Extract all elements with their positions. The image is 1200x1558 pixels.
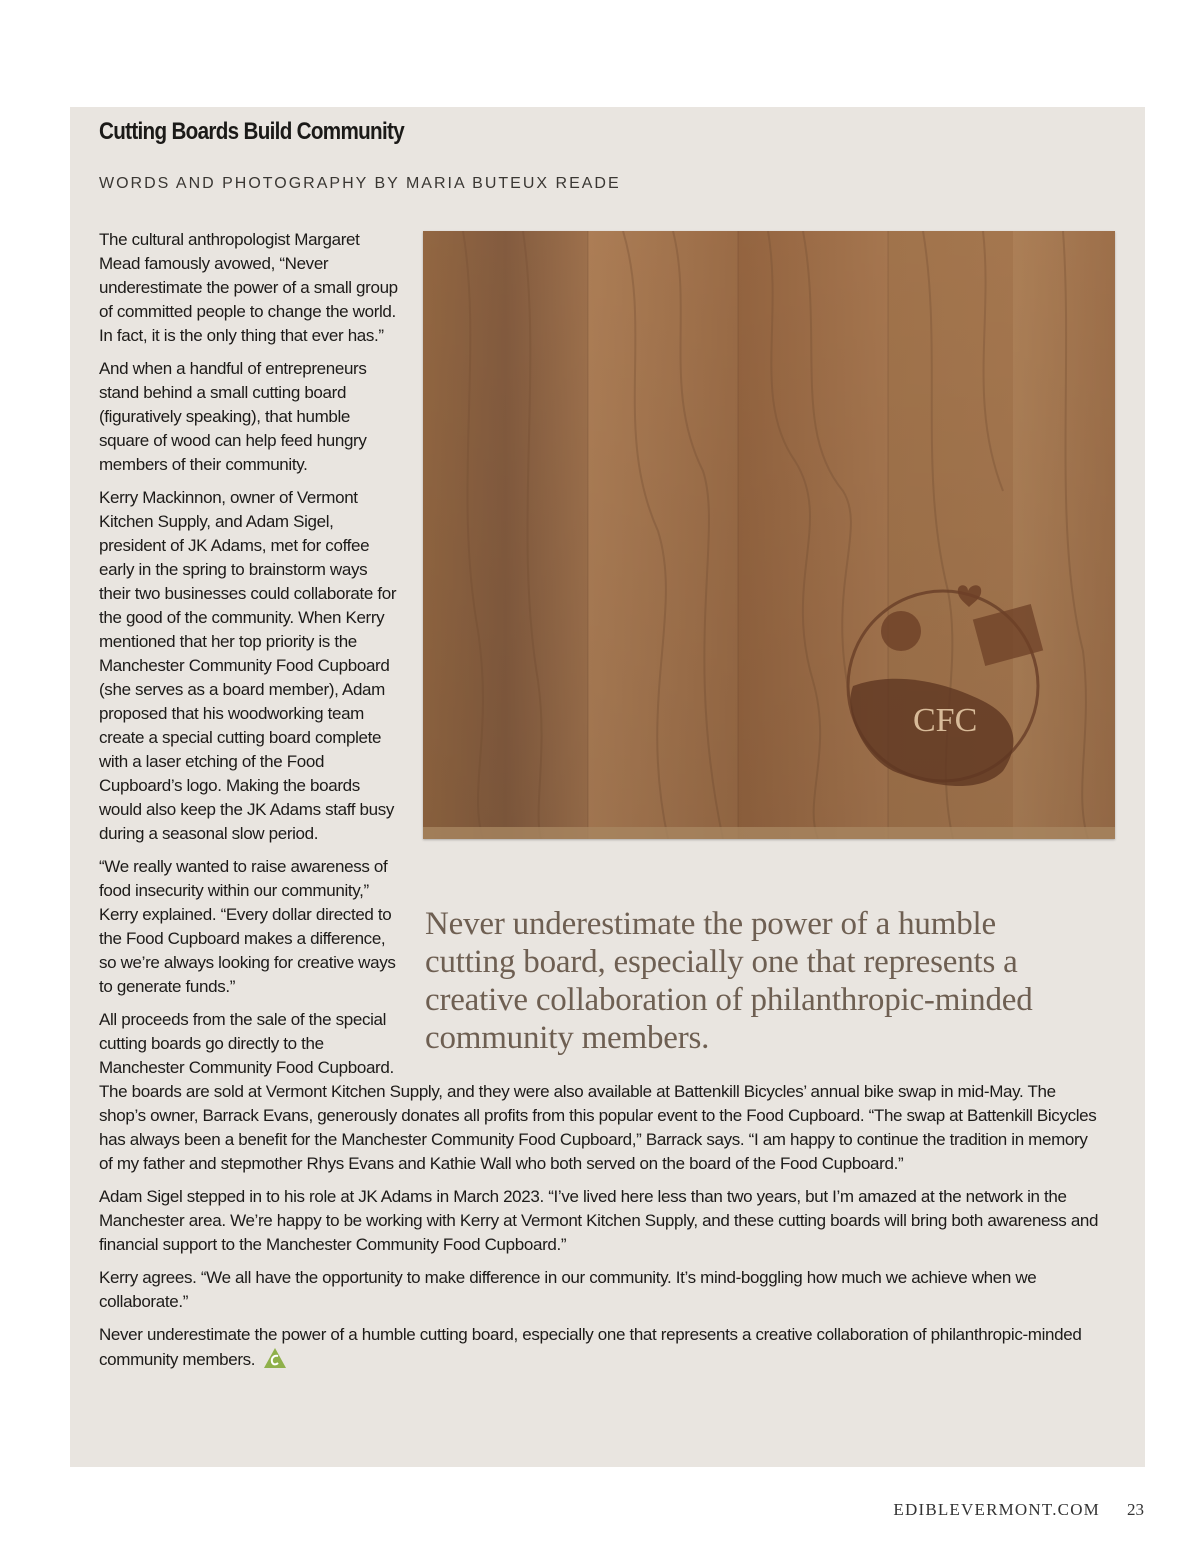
- cfc-logo-text: CFC: [913, 702, 978, 739]
- page-number: 23: [1127, 1500, 1144, 1519]
- closing-paragraph: [99, 1323, 1099, 1376]
- end-mark-icon: [263, 1347, 287, 1376]
- closing-text: Never underestimate the power of a humble cutting board, especially one that represents a creative collaboration of philanthropic-minded community members.: [99, 1325, 1082, 1369]
- cutting-board-photo: [423, 231, 1115, 839]
- pull-quote: Never underestimate the power of a humble cutting board, especially one that represents a creative collaboration of philanthropic-minded community members.: [425, 906, 1033, 1056]
- paragraph: And when a handful of entrepreneurs stand behind a small cutting board (figuratively speaking), that humble square of wood can help feed hungry members of their community.: [99, 359, 367, 474]
- article-title: Cutting Boards Build Community: [99, 118, 405, 145]
- paragraph: Kerry agrees. “We all have the opportunity to make difference in our community. It’s mind-boggling how much we achieve when we collaborate.”: [99, 1268, 1037, 1311]
- paragraph: Kerry Mackinnon, owner of Vermont Kitchen Supply, and Adam Sigel, president of JK Adams, met for coffee early in the spring to brainstorm ways their two businesses could collaborate for the good of the community. When Kerry mentioned that her top priority is the Manchester Community Food Cupboard (she serves as a board member), Adam proposed that his woodworking team create a special cutting board complete with a laser etching of the Food Cupboard’s logo. Making the boards would also keep the JK Adams staff busy during a seasonal slow period.: [99, 488, 397, 843]
- byline: WORDS AND PHOTOGRAPHY BY MARIA BUTEUX READE: [99, 175, 621, 192]
- paragraph: All proceeds from the sale of the special cutting boards go directly to the Manchester Community Food Cupboard. The boards are sold at Vermont Kitchen Supply, and they were also available at Battenkill Bicycles’ annual bike swap in mid-May. The shop’s owner, Barrack Evans, generously donates all profits from this popular event to the Food Cupboard. “The swap at Battenkill Bicycles has always been a benefit for the Manchester Community Food Cupboard,” Barrack says. “I am happy to continue the tradition in memory of my father and stepmother Rhys Evans and Kathie Wall who both served on the board of the Food Cupboard.”: [99, 1010, 1097, 1173]
- paragraph: The cultural anthropologist Margaret Mead famously avowed, “Never underestimate the power of a small group of committed people to change the world. In fact, it is the only thing that ever has.”: [99, 230, 398, 345]
- paragraph: “We really wanted to raise awareness of food insecurity within our community,” Kerry explained. “Every dollar directed to the Food Cupboard makes a difference, so we’re always looking for creative ways to generate funds.”: [99, 857, 396, 996]
- footer-site: EDIBLEVERMONT.COM: [893, 1500, 1100, 1519]
- paragraph: Adam Sigel stepped in to his role at JK Adams in March 2023. “I’ve lived here less than two years, but I’m amazed at the network in the Manchester area. We’re happy to be working with Kerry at Vermont Kitchen Supply, and these cutting boards will bring both awareness and financial support to the Manchester Community Food Cupboard.”: [99, 1187, 1099, 1254]
